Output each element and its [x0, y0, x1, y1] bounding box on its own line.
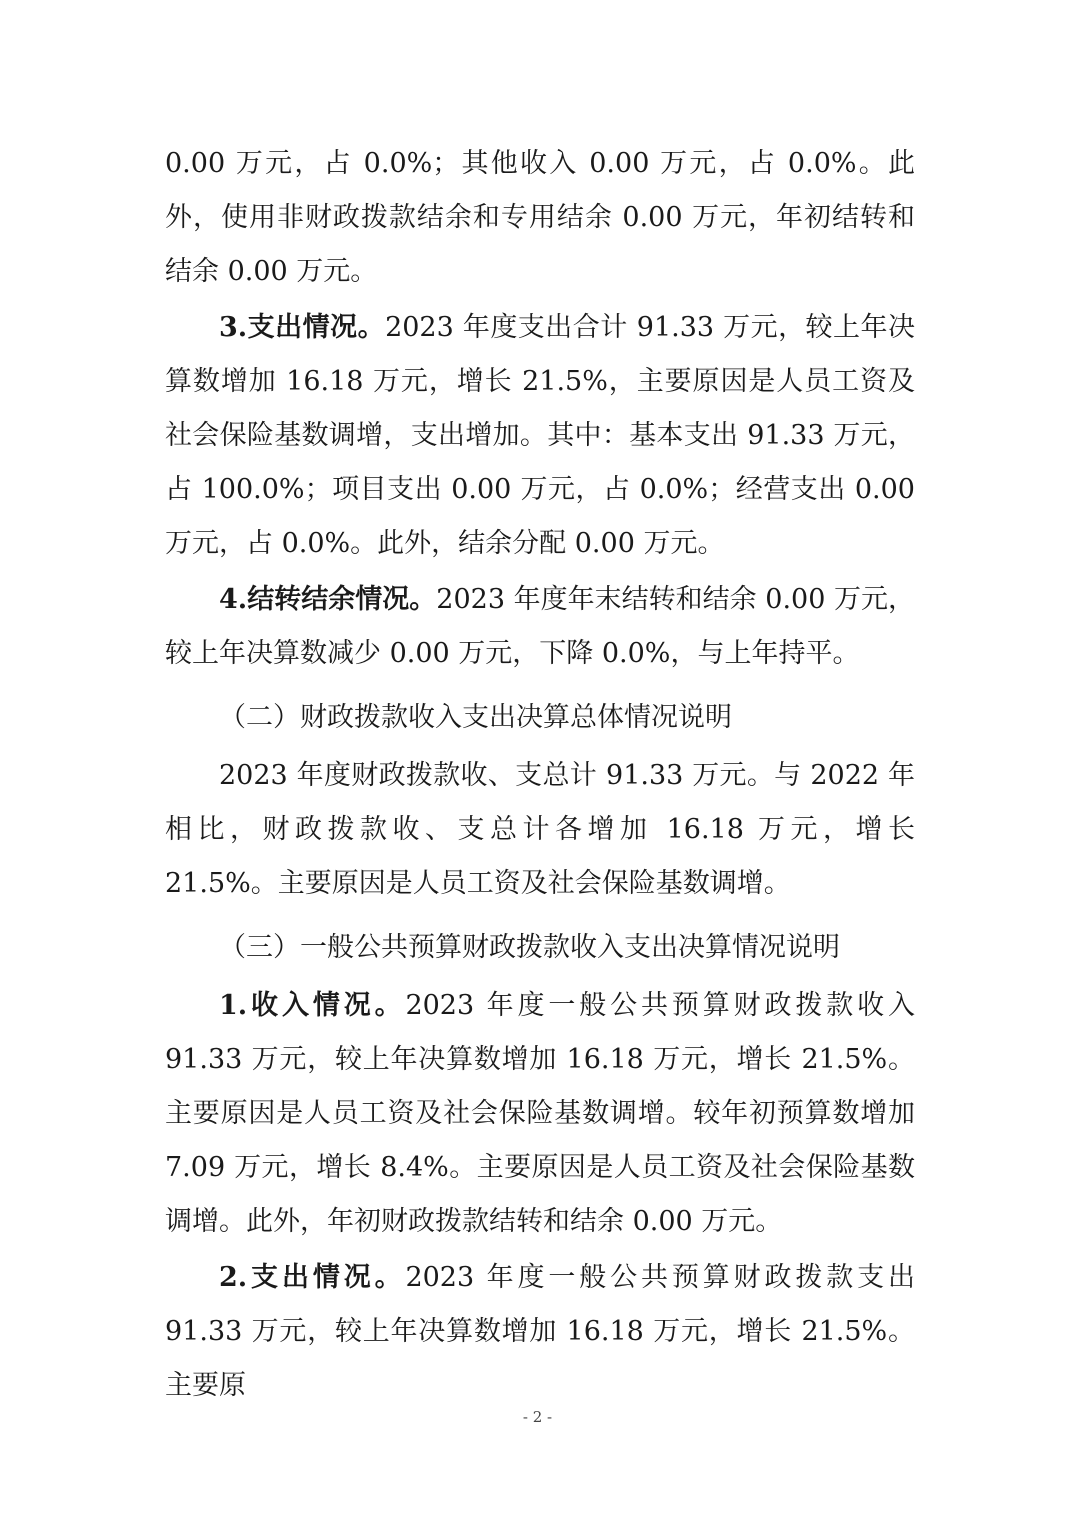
paragraph-expenditure: [165, 301, 915, 571]
paragraph-text: 2023 年度支出合计 91.33 万元，较上年决算数增加 16.18 万元，增长 21.5%，主要原因是人员工资及社会保险基数调增，支出增加。其中：基本支出 91.33 万元，占 100.0%；项目支出 0.00 万元，占 0.0%；经营支出 0.00 万元，占 0.0%。此外，结余分配 0.00 万元。: [165, 312, 915, 559]
paragraph-carryover: [165, 573, 915, 681]
paragraph-lead: 1.收入情况。: [219, 990, 406, 1021]
section-heading-2: [165, 691, 915, 745]
heading-text: （二）财政拨款收入支出决算总体情况说明: [219, 702, 732, 733]
heading-text: （三）一般公共预算财政拨款收入支出决算情况说明: [219, 932, 840, 963]
section-heading-3: [165, 921, 915, 975]
paragraph-continuation: [165, 137, 915, 299]
paragraph-fiscal-overview: [165, 749, 915, 911]
paragraph-text: 2023 年度财政拨款收、支总计 91.33 万元。与 2022 年相比，财政拨款收、支总计各增加 16.18 万元，增长 21.5%。主要原因是人员工资及社会保险基数调增。: [165, 760, 915, 899]
paragraph-lead: 3.支出情况。: [219, 312, 386, 343]
paragraph-public-expenditure: [165, 1251, 915, 1413]
paragraph-income: [165, 979, 915, 1249]
paragraph-lead: 2.支出情况。: [219, 1262, 406, 1293]
document-body: [165, 137, 915, 1413]
paragraph-text: 2023 年度一般公共预算财政拨款收入 91.33 万元，较上年决算数增加 16.18 万元，增长 21.5%。主要原因是人员工资及社会保险基数调增。较年初预算数增加 7.09 万元，增长 8.4%。主要原因是人员工资及社会保险基数调增。此外，年初财政拨款结转和结余 0.00 万元。: [165, 990, 916, 1237]
page-number: - 2 -: [522, 1408, 553, 1426]
paragraph-lead: 4.结转结余情况。: [219, 584, 437, 615]
paragraph-text: 0.00 万元，占 0.0%；其他收入 0.00 万元，占 0.0%。此外，使用非财政拨款结余和专用结余 0.00 万元，年初结转和结余 0.00 万元。: [165, 148, 915, 287]
paragraph-text: 2023 年度年末结转和结余 0.00 万元，较上年决算数减少 0.00 万元，下降 0.0%，与上年持平。: [165, 584, 916, 669]
paragraph-text: 2023 年度一般公共预算财政拨款支出 91.33 万元，较上年决算数增加 16.18 万元，增长 21.5%。主要原: [165, 1262, 916, 1401]
